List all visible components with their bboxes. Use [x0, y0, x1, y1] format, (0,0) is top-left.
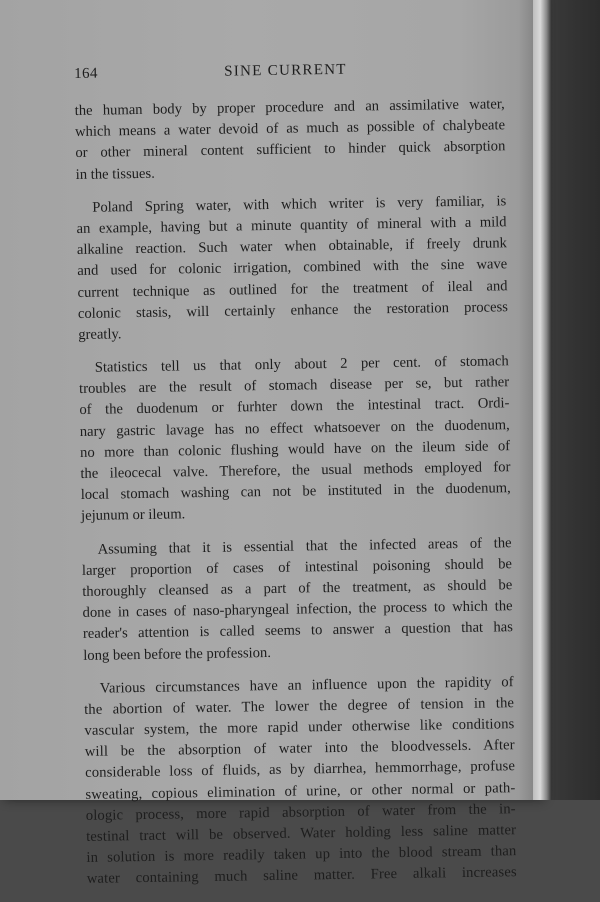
text-line: will be the absorption of water into the bloodvessels. After [84, 737, 515, 761]
paragraph-3 [79, 351, 512, 527]
text-line: colonic stasis, will certainly enhance the restoration process [77, 298, 508, 322]
text-line: the abortion of water. The lower the degree of tension in the [84, 695, 515, 718]
text-line: the human body by proper procedure and an assimilative water, [74, 96, 505, 119]
text-line: Poland Spring water, with which writer is very familiar, is [92, 192, 507, 216]
text-line: and used for colonic irrigation, combined with the sine wave [77, 256, 508, 280]
text-line: nary gastric lavage has no effect whatsoever on the duodenum, [79, 416, 510, 440]
page-number: 164 [74, 65, 98, 82]
text-line: alkaline reaction. Such water when obtainable, if freely drunk [76, 235, 507, 259]
text-line: jejunum or ileum. [80, 506, 186, 525]
text-line: water containing much saline matter. Free alkali increases [86, 864, 517, 888]
text-line: local stomach washing can not be instituted in the duodenum, [80, 480, 511, 504]
chapter-title: SINE CURRENT [224, 61, 347, 80]
text-line: greatly. [78, 326, 122, 343]
text-line: an example, having but a minute quantity of mineral with a mild [76, 214, 507, 237]
text-line: of the duodenum or furhter down the intestinal tract. Ordi- [79, 395, 510, 419]
text-line: in solution is more readily taken up into the blood stream than [86, 843, 517, 867]
text-line: or other mineral content sufficient to hinder quick absorption [75, 138, 506, 162]
paragraph-5 [84, 672, 517, 891]
page-edge [533, 0, 551, 800]
text-line: no more than colonic flushing would have on the ileum side of [79, 438, 511, 461]
text-line: thoroughly cleansed as a part of the treatment, as should be [82, 577, 513, 600]
paragraph-1 [75, 94, 506, 185]
paragraph-4 [81, 533, 513, 667]
text-line: in the tissues. [75, 165, 155, 183]
text-line: larger proportion of cases of intestinal poisoning should be [81, 555, 513, 579]
paragraph-2 [76, 191, 508, 346]
text-line: reader's attention is called seems to answer a question that has [82, 619, 514, 643]
text-line: sweating, copious elimination of urine, or other normal or path- [85, 779, 516, 803]
text-line: long been before the profession. [83, 644, 272, 664]
text-line: troubles are the result of stomach disease per se, but rather [78, 374, 510, 398]
text-line: considerable loss of fluids, as by diarrhea, hemmorrhage, profuse [85, 758, 516, 782]
text-line: ologic process, more rapid absorption of water from the in- [85, 800, 516, 824]
text-line: testinal tract will be observed. Water holding less saline matter [86, 822, 517, 845]
text-line: which means a water devoid of as much as possible of chalybeate [74, 117, 506, 141]
text-line: vascular system, the more rapid under otherwise like conditions [84, 716, 515, 739]
page-text [74, 57, 517, 902]
text-line: the ileocecal valve. Therefore, the usual methods employed for [80, 459, 511, 482]
text-line: Assuming that it is essential that the infected areas of the [97, 534, 512, 558]
text-line: current technique as outlined for the treatment of ileal and [77, 277, 508, 301]
text-line: Various circumstances have an influence upon the rapidity of [99, 673, 514, 697]
text-line: done in cases of naso-pharyngeal infection, the process to which the [82, 598, 513, 622]
text-line: Statistics tell us that only about 2 per cent. of stomach [94, 353, 509, 376]
